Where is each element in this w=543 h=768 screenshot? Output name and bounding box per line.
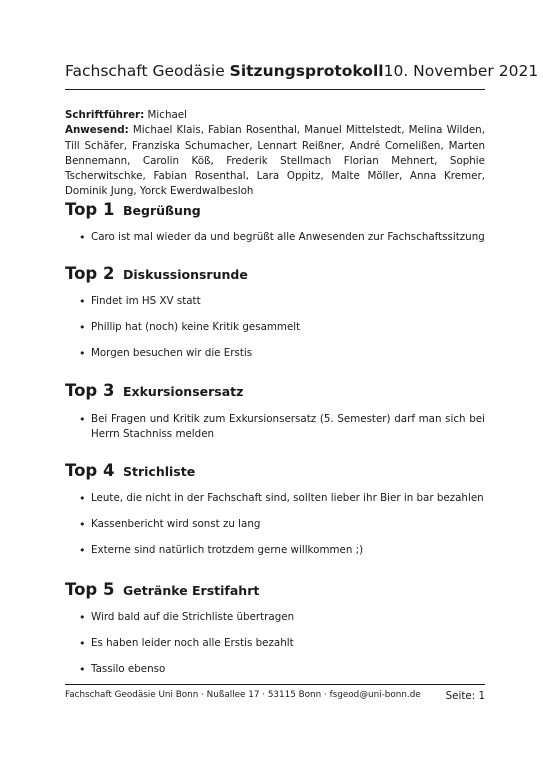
present-line (65, 123, 485, 199)
top-2-heading (65, 264, 248, 283)
writer-label: Schriftführer: (65, 109, 145, 121)
top-2-title: Diskussionsrunde (123, 267, 248, 282)
bullet-icon: • (79, 544, 86, 557)
top-2-item-2 (79, 320, 485, 335)
top-3-number: Top 3 (65, 381, 115, 400)
writer-line (65, 108, 485, 123)
top-4-title: Strichliste (123, 464, 196, 479)
bullet-icon: • (79, 492, 86, 505)
top-2-item-1 (79, 294, 485, 309)
header-date: 10. November 2021 (383, 62, 539, 80)
bullet-icon: • (79, 347, 86, 360)
top-4-number: Top 4 (65, 461, 115, 480)
bullet-icon: • (79, 413, 86, 426)
top-5-number: Top 5 (65, 580, 115, 599)
top-3-item-1 (79, 412, 485, 443)
page-footer (65, 684, 485, 702)
top-3-title: Exkursionsersatz (123, 384, 244, 399)
top-1-number: Top 1 (65, 200, 115, 219)
top-5-title: Getränke Erstifahrt (123, 583, 260, 598)
footer-page-number: Seite: 1 (445, 690, 485, 702)
bullet-icon: • (79, 321, 86, 334)
header-org: Fachschaft Geodäsie (65, 62, 225, 80)
page-header (65, 62, 539, 90)
bullet-icon: • (79, 611, 86, 624)
top-1-title: Begrüßung (123, 203, 201, 218)
item-text: Bei Fragen und Kritik zum Exkursionsersatz (5. Semester) darf man sich bei Herrn Stachniss melden (91, 413, 485, 441)
bullet-icon: • (79, 663, 86, 676)
footer-address: Fachschaft Geodäsie Uni Bonn · Nußallee 17 · 53115 Bonn · fsgeod@uni-bonn.de (65, 690, 421, 700)
top-5-item-2 (79, 636, 485, 651)
bullet-icon: • (79, 295, 86, 308)
top-5-item-3 (79, 662, 485, 677)
item-text: Findet im HS XV statt (91, 295, 201, 307)
top-4-heading (65, 461, 195, 480)
top-3-heading (65, 381, 243, 400)
top-1-heading (65, 200, 201, 219)
item-text: Phillip hat (noch) keine Kritik gesammelt (91, 321, 301, 333)
bullet-icon: • (79, 518, 86, 531)
item-text: Externe sind natürlich trotzdem gerne willkommen ;) (91, 544, 364, 556)
header-left (65, 62, 384, 80)
bullet-icon: • (79, 231, 86, 244)
bullet-icon: • (79, 637, 86, 650)
item-text: Caro ist mal wieder da und begrüßt alle Anwesenden zur Fachschaftssitzung (91, 231, 485, 243)
header-title: Sitzungsprotokoll (229, 62, 384, 80)
item-text: Es haben leider noch alle Erstis bezahlt (91, 637, 294, 649)
top-4-item-2 (79, 517, 485, 532)
top-2-number: Top 2 (65, 264, 115, 283)
top-5-item-1 (79, 610, 485, 625)
item-text: Leute, die nicht in der Fachschaft sind, sollten lieber ihr Bier in bar bezahlen (91, 492, 484, 504)
top-4-item-3 (79, 543, 485, 558)
top-5-heading (65, 580, 259, 599)
meta-block (65, 108, 485, 200)
top-2-item-3 (79, 346, 485, 361)
present-names: Michael Klais, Fabian Rosenthal, Manuel Mittelstedt, Melina Wilden, Till Schäfer, Franziska Schumacher, Lennart Reißner, André Cornelißen, Marten Bennemann, Carolin Köß, Frederik Stellmach Florian Mehnert, Sophie Tscherwitschke, Fabian Rosenthal, Lara Oppitz, Malte Möller, Anna Kremer, Dominik Jung, Yorck Ewerdwalbesloh (65, 124, 485, 198)
present-label: Anwesend: (65, 124, 129, 137)
document-page (65, 0, 539, 768)
item-text: Kassenbericht wird sonst zu lang (91, 518, 261, 530)
item-text: Morgen besuchen wir die Erstis (91, 347, 253, 359)
top-4-item-1 (79, 491, 485, 506)
writer-name: Michael (147, 109, 187, 121)
item-text: Tassilo ebenso (91, 663, 166, 675)
top-1-item-1 (79, 230, 485, 245)
item-text: Wird bald auf die Strichliste übertragen (91, 611, 295, 623)
